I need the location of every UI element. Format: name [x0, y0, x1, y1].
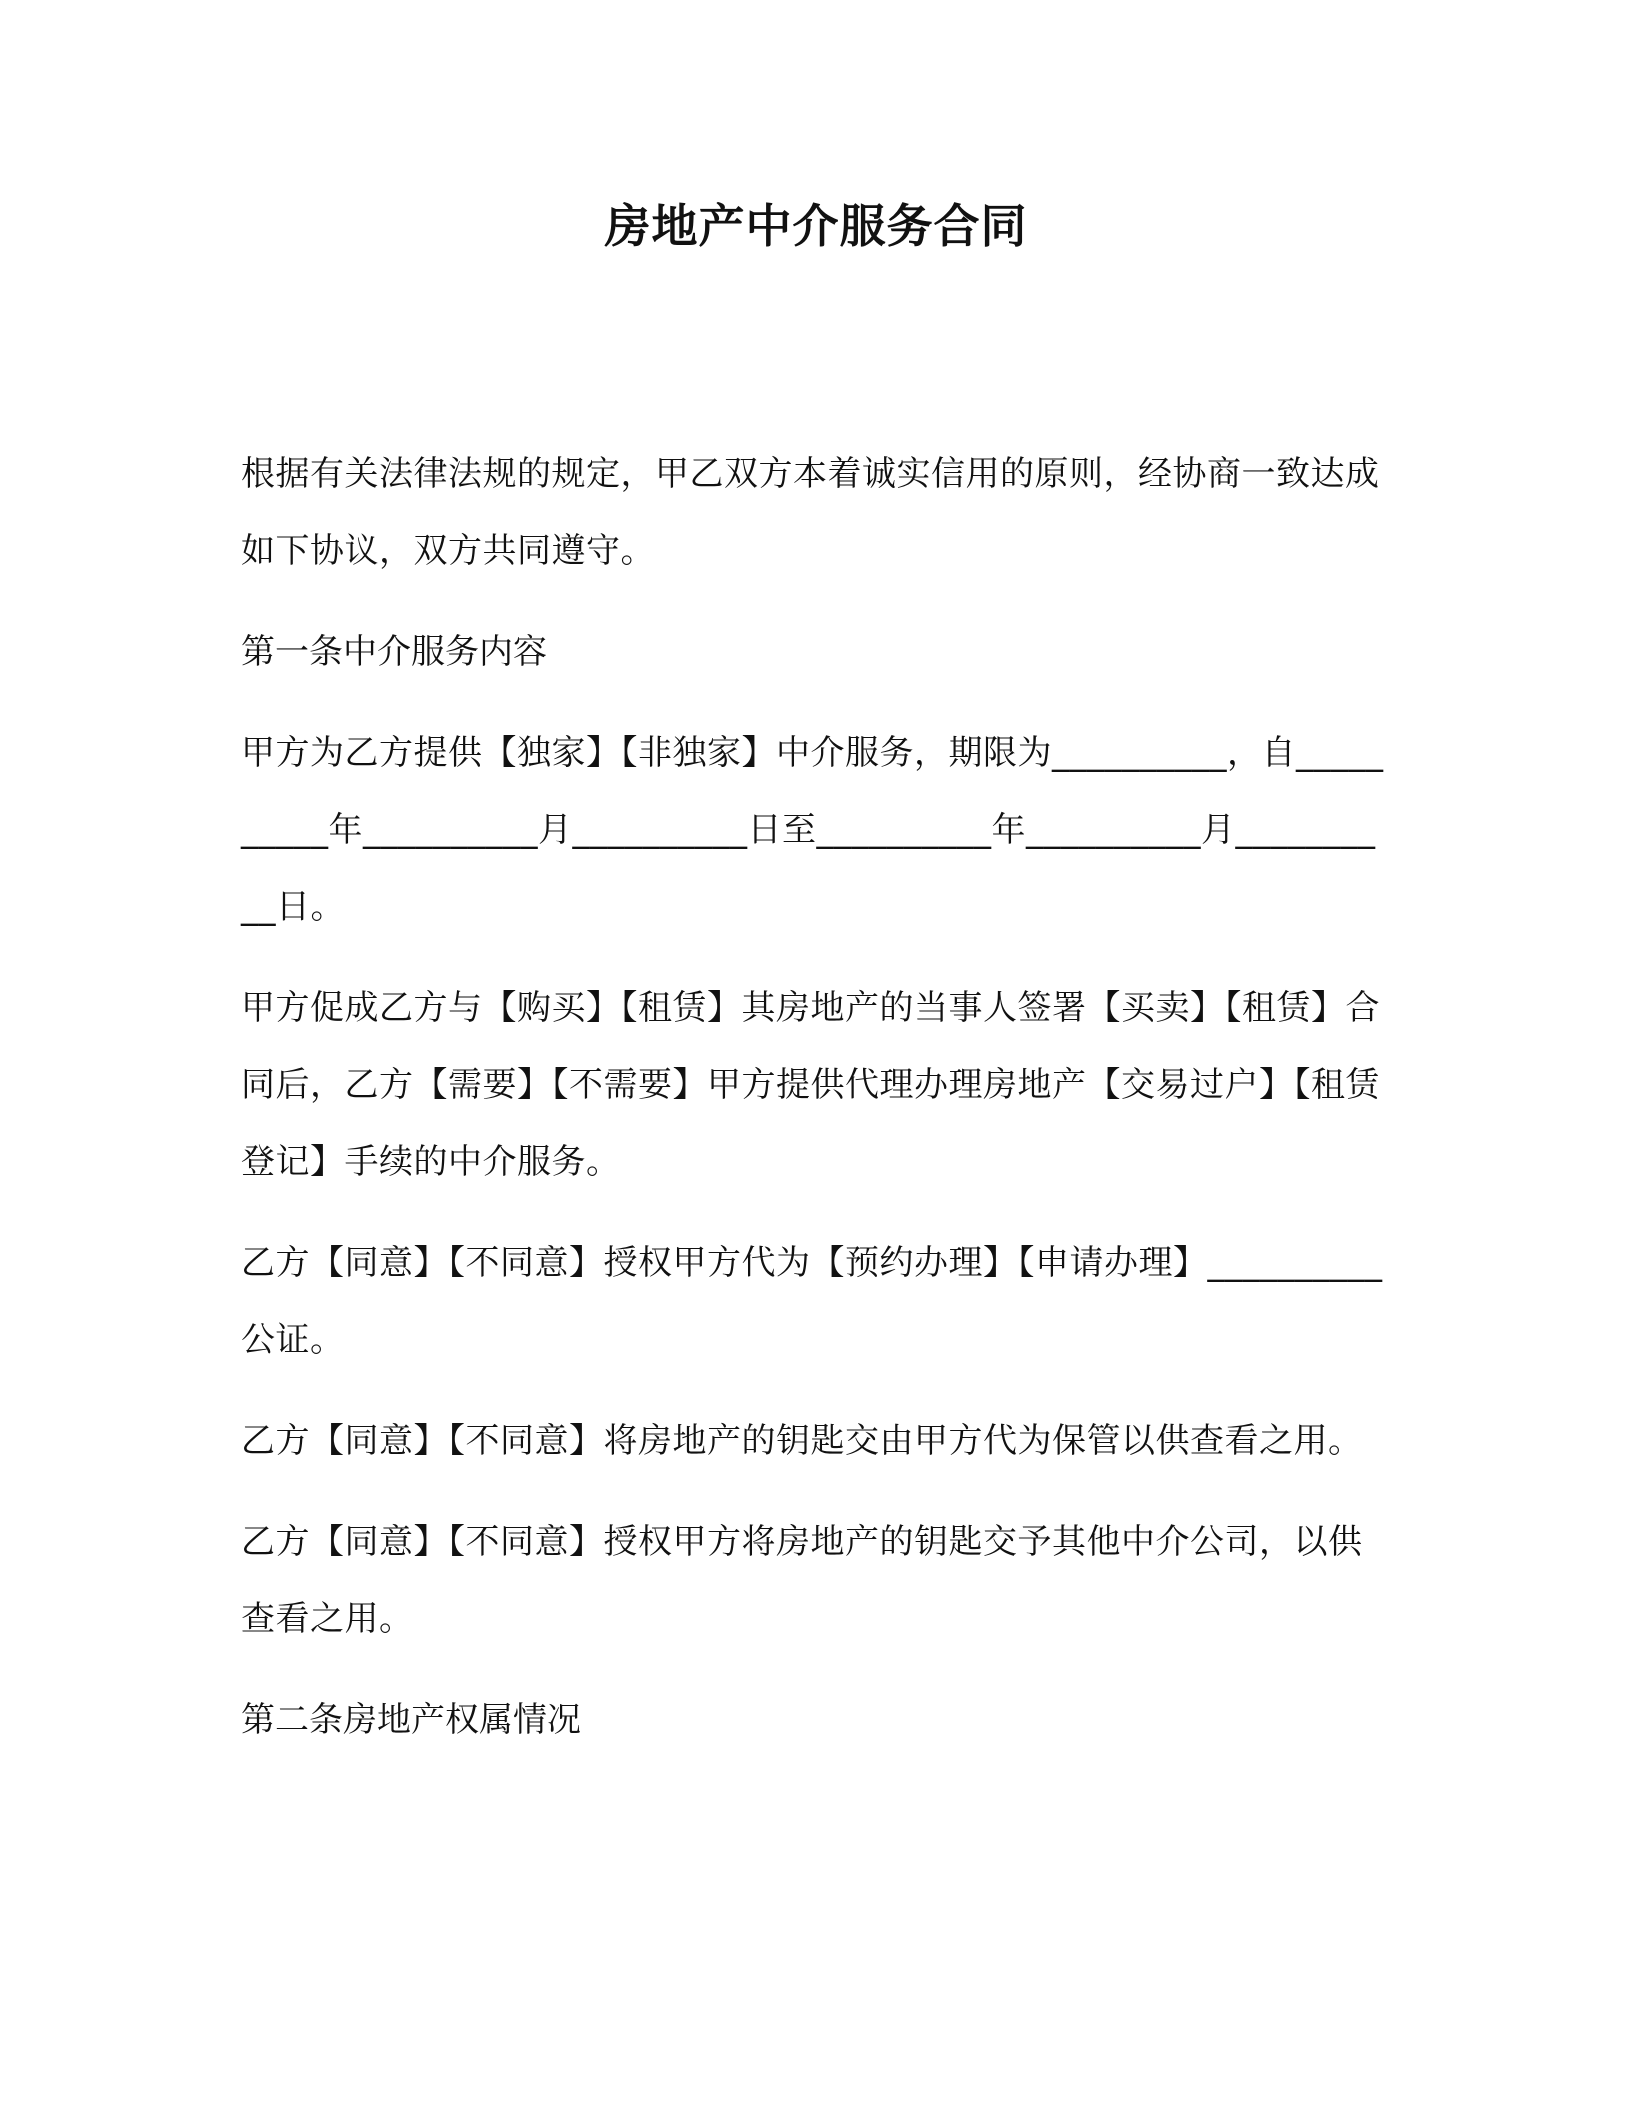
key-transfer-paragraph: 乙方【同意】【不同意】授权甲方将房地产的钥匙交予其他中介公司，以供查看之用。 [241, 1522, 1363, 1639]
section-heading-2: 第二条房地产权属情况 [241, 1700, 581, 1740]
section-heading-1: 第一条中介服务内容 [241, 632, 547, 672]
key-custody-paragraph: 乙方【同意】【不同意】将房地产的钥匙交由甲方代为保管以供查看之用。 [241, 1421, 1363, 1461]
document-title: 房地产中介服务合同 [604, 199, 1028, 253]
agency-scope-paragraph: 甲方促成乙方与【购买】【租赁】其房地产的当事人签署【买卖】【租赁】合同后，乙方【需要】【不需要】甲方提供代理办理房地产【交易过户】【租赁登记】手续的中介服务。 [241, 988, 1380, 1182]
intro-paragraph: 根据有关法律法规的规定，甲乙双方本着诚实信用的原则，经协商一致达成如下协议，双方共同遵守。 [241, 454, 1380, 571]
document-body [241, 436, 1391, 1783]
service-term-paragraph: 甲方为乙方提供【独家】【非独家】中介服务，期限为__________，自__________年__________月__________日至__________年__________月__________日。 [241, 733, 1384, 927]
notary-authorization-paragraph: 乙方【同意】【不同意】授权甲方代为【预约办理】【申请办理】__________公证。 [241, 1243, 1383, 1360]
